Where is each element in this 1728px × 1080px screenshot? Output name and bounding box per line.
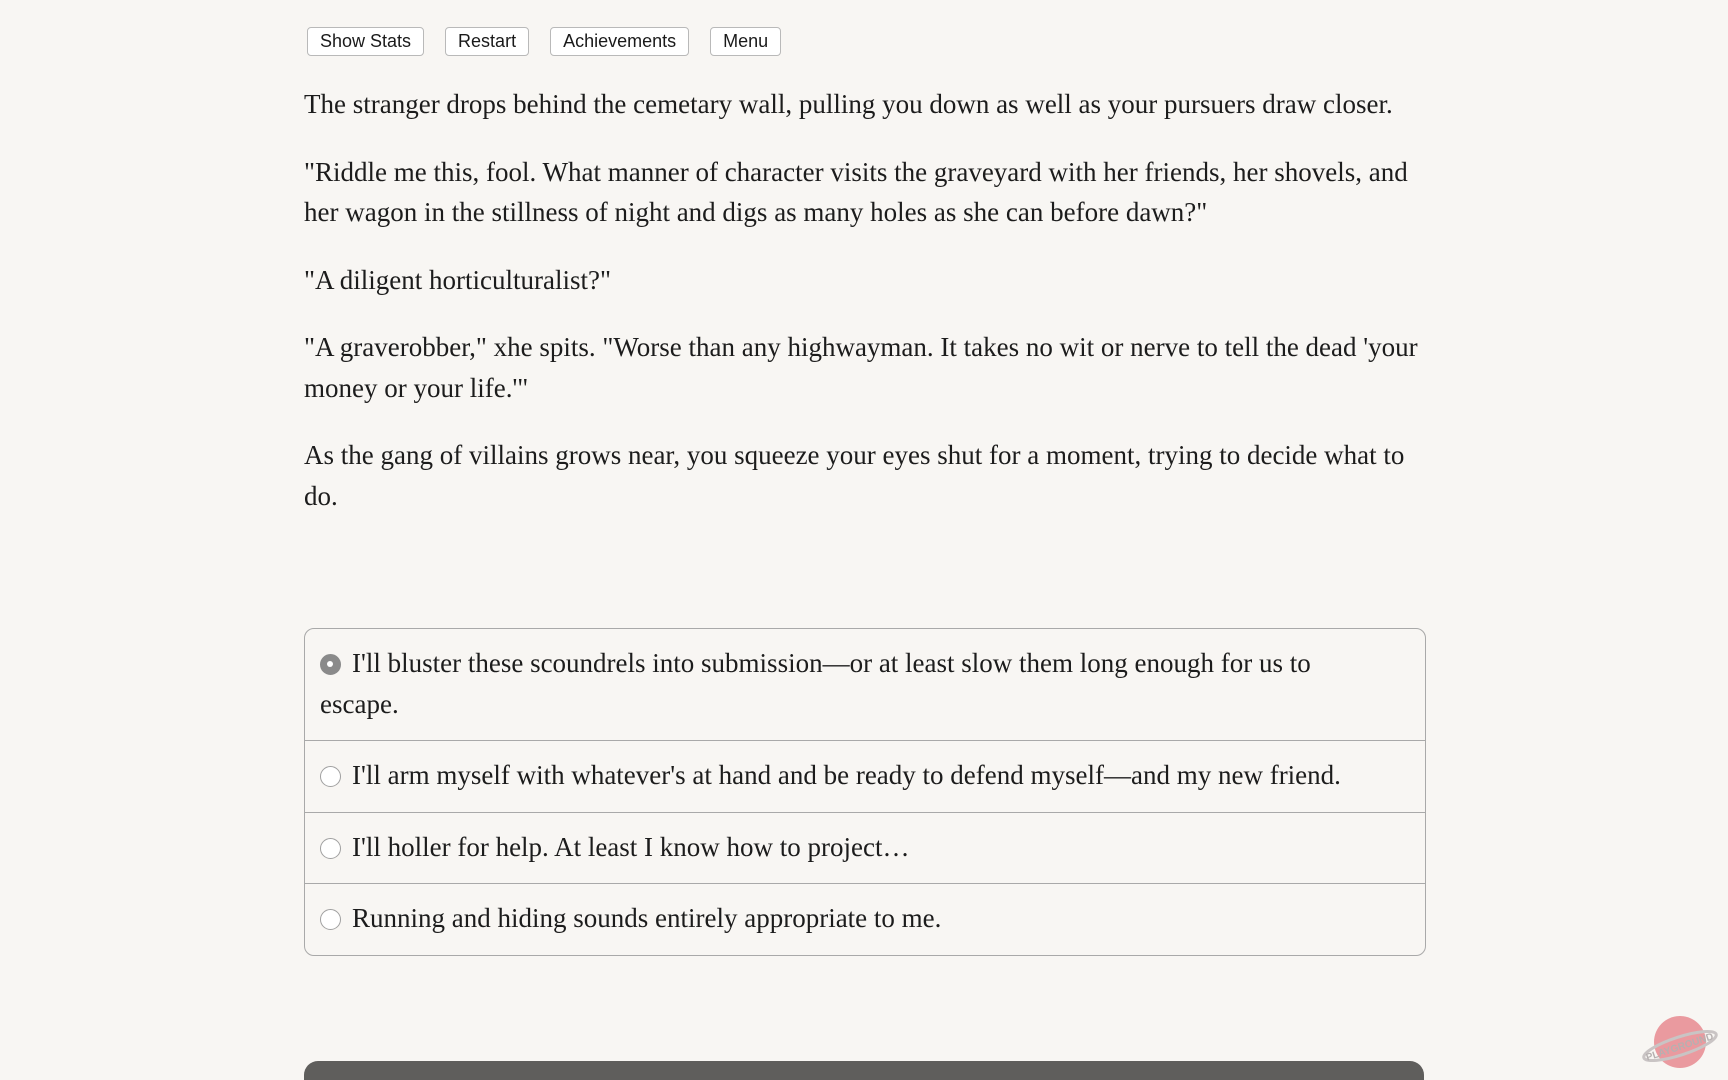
choice-label: I'll holler for help. At least I know how to project…: [352, 831, 910, 862]
choice-option-bluster[interactable]: [305, 629, 1425, 740]
radio-icon[interactable]: [320, 838, 341, 859]
top-toolbar: [307, 27, 781, 56]
radio-icon[interactable]: [320, 766, 341, 787]
achievements-button[interactable]: Achievements: [550, 27, 689, 56]
planet-logo-icon: [1640, 1010, 1720, 1074]
choice-label: I'll arm myself with whatever's at hand and be ready to defend myself—and my new friend.: [352, 760, 1341, 790]
radio-icon[interactable]: [320, 909, 341, 930]
menu-button[interactable]: Menu: [710, 27, 781, 56]
next-button[interactable]: [304, 1061, 1424, 1080]
story-paragraph: "A diligent horticulturalist?": [304, 264, 611, 295]
story-paragraph: The stranger drops behind the cemetary wall, pulling you down as well as your pursuers draw closer.: [304, 89, 1393, 119]
story-text: [304, 84, 1428, 543]
show-stats-button[interactable]: Show Stats: [307, 27, 424, 56]
story-paragraph: As the gang of villains grows near, you squeeze your eyes shut for a moment, trying to decide what to do.: [304, 440, 1405, 511]
choice-option-holler[interactable]: [305, 812, 1425, 884]
logo-text: PLAYGROUND: [1644, 1031, 1715, 1064]
story-paragraph: "A graverobber," xhe spits. "Worse than any highwayman. It takes no wit or nerve to tell the dead 'your money or your life.'": [304, 332, 1418, 403]
radio-selected-icon[interactable]: [320, 654, 341, 675]
choice-list: [304, 628, 1426, 956]
choice-option-arm[interactable]: [305, 740, 1425, 812]
choice-option-run[interactable]: [305, 883, 1425, 955]
story-paragraph: "Riddle me this, fool. What manner of character visits the graveyard with her friends, her shovels, and her wagon in the stillness of night and digs as many holes as she can before dawn?": [304, 156, 1408, 227]
choice-label: Running and hiding sounds entirely appropriate to me.: [352, 903, 942, 933]
restart-button[interactable]: Restart: [445, 27, 529, 56]
choice-label: I'll bluster these scoundrels into submission—or at least slow them long enough for us to escape.: [320, 648, 1311, 719]
